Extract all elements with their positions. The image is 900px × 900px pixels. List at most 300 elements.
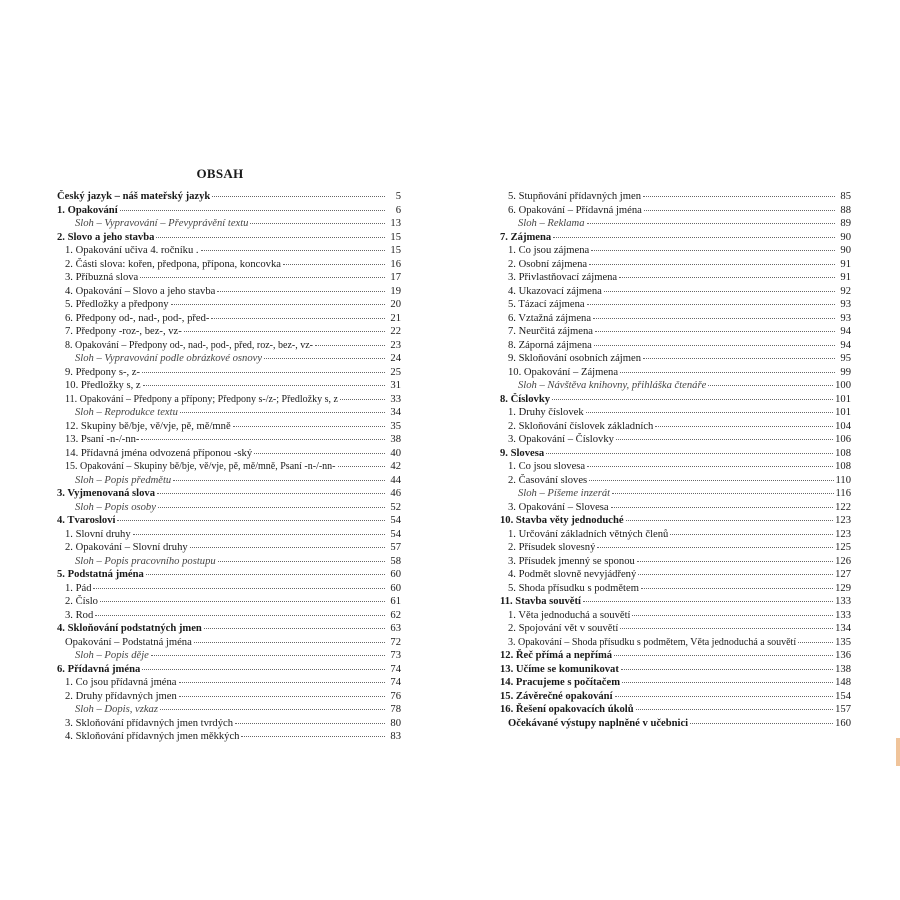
dot-leader [218,560,385,562]
toc-entry [500,393,851,407]
toc-entry [57,676,401,690]
toc-entry-page: 100 [835,380,851,391]
dot-leader [637,560,833,562]
toc-entry-label: 7. Zájmena [500,231,552,243]
toc-entry [57,474,401,488]
dot-leader [140,276,385,278]
dot-leader [595,330,835,332]
dot-leader [611,506,833,508]
toc-entry [500,595,851,609]
toc-entry-page: 129 [835,582,851,594]
toc-entry-label: 1. Určování základních větných členů [508,528,669,540]
toc-entry-label: 11. Opakování – Předpony a přípony; Předpony s-/z-; Předložky s, z [65,393,338,405]
dot-leader [619,276,835,278]
toc-entry-label: Sloh – Píšeme inzerát [518,488,611,499]
toc-entry-label: 14. Přídavná jména odvozená příponou -ský [65,447,253,459]
toc-entry-page: 15 [390,231,401,243]
toc-entry-page: 73 [390,650,401,661]
toc-entry [57,231,401,245]
toc-entry-page: 34 [390,407,401,418]
toc-entry-label: 4. Ukazovací zájmena [508,285,602,297]
toc-entry-label: 3. Rod [65,609,94,621]
toc-entry-label: 6. Vztažná zájmena [508,312,592,324]
toc-entry-page: 35 [390,420,401,432]
toc-entry-page: 17 [390,272,401,283]
toc-entry [57,433,401,447]
dot-leader [587,222,836,224]
dot-leader [798,641,833,643]
toc-entry-label: 6. Předpony od-, nad-, pod-, před- [65,312,210,324]
toc-entry-label: 15. Opakování – Skupiny bě/bje, vě/vje, pě, mě/mně, Psaní -n-/-nn- [65,461,336,472]
toc-entry-page: 74 [390,663,401,675]
dot-leader [620,371,835,373]
dot-leader [201,249,385,251]
toc-entry-page: 40 [390,447,401,459]
toc-entry-page: 93 [840,312,851,324]
dot-leader [158,506,385,508]
toc-entry-label: 14. Pracujeme s počítačem [500,677,621,688]
dot-leader [143,384,385,386]
toc-entry-page: 23 [390,339,401,351]
toc-entry-page: 157 [835,704,851,715]
toc-entry-page: 78 [390,704,401,715]
toc-entry-page: 148 [835,677,851,688]
dot-leader [593,317,835,319]
dot-leader [264,357,385,359]
dot-leader [589,263,835,265]
toc-entry-page: 95 [840,353,851,364]
toc-entry-label: 10. Opakování – Zájmena [508,366,619,378]
toc-right-column [500,190,851,730]
toc-entry-page: 80 [390,717,401,729]
toc-entry [500,622,851,636]
toc-entry-label: 5. Shoda přísudku s podmětem [508,582,639,594]
toc-entry-page: 38 [390,434,401,445]
dot-leader [587,465,833,467]
toc-entry [500,636,851,650]
toc-entry-label: Opakování – Podstatná jména [65,636,192,648]
toc-entry-page: 6 [395,204,401,216]
toc-entry-label: Sloh – Popis pracovního postupu [75,555,216,567]
toc-entry-page: 5 [395,191,401,202]
toc-entry [500,298,851,312]
dot-leader [643,357,835,359]
toc-entry-label: 1. Pád [65,582,92,594]
dot-leader [612,492,833,494]
toc-entry [500,231,851,245]
toc-entry [500,514,851,528]
dot-leader [616,438,833,440]
toc-entry-page: 125 [835,542,851,553]
dot-leader [690,722,833,724]
dot-leader [591,249,835,251]
toc-entry-page: 135 [835,636,851,648]
toc-entry [500,271,851,285]
toc-entry [57,406,401,420]
toc-entry-page: 63 [390,623,401,634]
toc-entry-label: 1. Opakování učiva 4. ročníku . [65,245,199,256]
toc-entry-label: 4. Tvarosloví [57,515,116,526]
toc-entry-label: 1. Věta jednoduchá a souvětí [508,609,631,621]
dot-leader [622,681,833,683]
toc-entry [500,420,851,434]
toc-entry-page: 136 [835,650,851,661]
toc-entry [57,325,401,339]
toc-entry-page: 99 [840,366,851,378]
toc-entry-label: Sloh – Dopis, vzkaz [75,704,158,715]
toc-entry-label: 2. Spojování vět v souvětí [508,623,619,634]
toc-entry-label: 2. Číslo [65,596,98,607]
toc-entry-label: Sloh – Popis děje [75,650,149,661]
toc-entry-label: 4. Opakování – Slovo a jeho stavba [65,285,216,297]
toc-entry-page: 25 [390,366,401,378]
toc-entry-label: 3. Opakování – Číslovky [508,434,614,445]
dot-leader [594,344,835,346]
dot-leader [204,627,385,629]
toc-entry-page: 122 [835,501,851,513]
toc-entry-page: 110 [835,474,851,486]
toc-entry-page: 15 [390,245,401,256]
toc-entry-label: 2. Skloňování číslovek základních [508,420,654,432]
toc-entry-page: 13 [390,218,401,229]
toc-entry [500,663,851,677]
toc-entry-label: 3. Přivlastňovací zájmena [508,272,618,283]
toc-entry [57,636,401,650]
toc-entry-label: 2. Slovo a jeho stavba [57,231,155,243]
toc-entry-page: 123 [835,515,851,526]
dot-leader [117,519,385,521]
toc-entry-page: 90 [840,231,851,243]
toc-entry-page: 101 [835,407,851,418]
toc-entry-label: 3. Opakování – Slovesa [508,501,609,513]
dot-leader [93,587,385,589]
toc-entry-page: 22 [390,326,401,337]
dot-leader [589,479,833,481]
toc-entry-label: 16. Řešení opakovacích úkolů [500,704,634,715]
toc-entry [500,258,851,272]
page-title: OBSAH [196,166,244,181]
toc-entry-label: Sloh – Reklama [518,218,585,229]
toc-entry [500,501,851,515]
toc-entry-page: 134 [835,623,851,634]
toc-entry-label: 7. Předpony -roz-, bez-, vz- [65,326,182,337]
toc-entry [500,190,851,204]
dot-leader [146,573,385,575]
toc-entry-label: 4. Podmět slovně nevyjádřený [508,569,637,580]
dot-leader [644,209,835,211]
toc-entry-label: 1. Co jsou přídavná jména [65,677,177,688]
toc-entry [500,447,851,461]
toc-entry-page: 60 [390,569,401,580]
dot-leader [120,209,385,211]
toc-entry-label: Sloh – Vypravování – Převyprávění textu [75,218,249,229]
toc-entry [57,649,401,663]
toc-entry-page: 61 [390,596,401,607]
toc-entry-label: 3. Opakování – Shoda přísudku s podmětem, Věta jednoduchá a souvětí [508,636,797,648]
dot-leader [614,654,833,656]
dot-leader [552,398,833,400]
toc-entry [500,541,851,555]
toc-entry-label: 15. Závěrečné opakování [500,690,613,702]
toc-entry [57,595,401,609]
toc-entry-label: 13. Učíme se komunikovat [500,663,619,675]
toc-entry [57,217,401,231]
dot-leader [211,317,385,319]
toc-entry [57,447,401,461]
toc-entry [500,460,851,474]
toc-entry-label: 13. Psaní -n-/-nn- [65,434,140,445]
toc-entry-label: 2. Části slova: kořen, předpona, přípona, koncovka [65,258,281,270]
dot-leader [708,384,833,386]
dot-leader [212,195,385,197]
toc-entry-page: 76 [390,690,401,702]
toc-entry [57,204,401,218]
toc-entry [500,379,851,393]
toc-entry [57,703,401,717]
toc-entry-page: 20 [390,299,401,310]
toc-entry-page: 108 [835,447,851,459]
toc-entry-page: 42 [390,461,401,472]
toc-entry-page: 138 [835,663,851,675]
toc-entry [57,487,401,501]
dot-leader [315,344,385,346]
toc-entry [500,487,851,501]
toc-entry [500,244,851,258]
toc-entry [500,717,851,731]
toc-entry [57,366,401,380]
dot-leader [604,290,835,292]
toc-entry-label: 12. Skupiny bě/bje, vě/vje, pě, mě/mně [65,420,231,432]
toc-entry-label: 3. Příbuzná slova [65,272,139,283]
dot-leader [233,425,385,427]
toc-entry-page: 123 [835,528,851,540]
toc-entry [500,406,851,420]
toc-entry [57,555,401,569]
toc-entry-page: 60 [390,582,401,594]
toc-entry-page: 33 [390,393,401,405]
toc-entry [500,325,851,339]
dot-leader [620,627,833,629]
toc-entry [57,285,401,299]
toc-entry-label: 6. Opakování – Přídavná jména [508,204,642,216]
dot-leader [615,695,834,697]
dot-leader [340,398,385,400]
dot-leader [160,708,385,710]
dot-leader [217,290,385,292]
dot-leader [338,465,385,467]
toc-entry-page: 154 [835,690,851,702]
toc-entry-label: 9. Předpony s-, z- [65,366,141,378]
dot-leader [180,411,385,413]
toc-entry [500,690,851,704]
toc-entry-label: 10. Předložky s, z [65,380,141,391]
toc-entry-page: 85 [840,191,851,202]
dot-leader [641,587,833,589]
toc-entry-label: 2. Opakování – Slovní druhy [65,542,188,553]
dot-leader [632,614,833,616]
toc-entry-label: Sloh – Návštěva knihovny, přihláška čtenáře [518,380,707,391]
dot-leader [171,303,385,305]
dot-leader [184,330,385,332]
dot-leader [142,371,385,373]
toc-entry-page: 94 [840,339,851,351]
dot-leader [133,533,385,535]
dot-leader [250,222,385,224]
toc-entry-page: 21 [390,312,401,324]
toc-entry-page: 83 [390,731,401,742]
toc-entry-page: 92 [840,285,851,297]
toc-entry [57,663,401,677]
toc-entry-page: 94 [840,326,851,337]
dot-leader [546,452,833,454]
dot-leader [587,303,835,305]
dot-leader [141,438,385,440]
toc-entry-label: Sloh – Popis předmětu [75,474,172,486]
dot-leader [194,641,385,643]
toc-entry [500,528,851,542]
toc-entry-label: 1. Slovní druhy [65,528,131,540]
dot-leader [142,668,385,670]
toc-entry-page: 90 [840,245,851,256]
toc-entry-label: 10. Stavba věty jednoduché [500,515,624,526]
toc-entry [57,352,401,366]
toc-entry-page: 74 [390,677,401,688]
dot-leader [283,263,385,265]
toc-entry [500,568,851,582]
toc-entry [500,703,851,717]
toc-entry-label: 2. Přísudek slovesný [508,542,596,553]
toc-entry-label: 2. Časování sloves [508,474,588,486]
toc-entry-page: 108 [835,461,851,472]
toc-entry-page: 19 [390,285,401,297]
toc-entry [57,501,401,515]
toc-entry-page: 126 [835,555,851,567]
toc-entry [57,244,401,258]
toc-entry [500,339,851,353]
toc-entry-label: 1. Co jsou zájmena [508,245,590,256]
toc-entry-page: 133 [835,596,851,607]
toc-entry [57,622,401,636]
toc-entry [57,528,401,542]
toc-entry-page: 44 [390,474,401,486]
toc-entry-label: 5. Tázací zájmena [508,299,585,310]
toc-entry-label: 5. Podstatná jména [57,569,144,580]
toc-entry-label: 1. Opakování [57,204,118,216]
page-edge-tab [896,738,900,766]
toc-entry-label: 8. Záporná zájmena [508,339,592,351]
toc-entry-page: 54 [390,515,401,526]
toc-entry [57,460,401,474]
dot-leader [190,546,385,548]
toc-entry-page: 62 [390,609,401,621]
dot-leader [597,546,833,548]
dot-leader [586,411,833,413]
toc-entry [57,568,401,582]
toc-entry [57,609,401,623]
toc-entry-page: 24 [390,353,401,364]
toc-entry [500,433,851,447]
toc-entry [57,717,401,731]
toc-entry-label: 5. Stupňování přídavných jmen [508,191,641,202]
toc-entry-page: 101 [835,393,851,405]
toc-entry [57,339,401,353]
toc-entry-label: Sloh – Reprodukce textu [75,407,178,418]
toc-entry-label: 1. Co jsou slovesa [508,461,586,472]
toc-entry-label: 1. Druhy číslovek [508,407,584,418]
toc-entry [500,285,851,299]
dot-leader [621,668,833,670]
toc-entry-page: 104 [835,420,851,432]
toc-entry-label: 3. Vyjmenovaná slova [57,488,156,499]
toc-entry-label: 9. Skloňování osobních zájmen [508,353,641,364]
dot-leader [156,236,385,238]
toc-entry [57,690,401,704]
toc-entry-label: 7. Neurčitá zájmena [508,326,593,337]
toc-entry [500,217,851,231]
toc-entry-label: 11. Stavba souvětí [500,596,581,607]
toc-entry-label: 12. Řeč přímá a nepřímá [500,650,613,661]
toc-entry-page: 52 [390,501,401,513]
dot-leader [670,533,833,535]
toc-entry [57,298,401,312]
toc-entry-page: 58 [390,555,401,567]
toc-entry-label: 4. Skloňování podstatných jmen [57,623,202,634]
toc-entry [500,312,851,326]
dot-leader [254,452,385,454]
toc-entry [500,609,851,623]
toc-entry-page: 133 [835,609,851,621]
dot-leader [241,735,385,737]
toc-entry [57,190,401,204]
toc-entry-label: 6. Přídavná jména [57,663,141,675]
dot-leader [636,708,833,710]
toc-entry-page: 72 [390,636,401,648]
toc-entry-page: 88 [840,204,851,216]
toc-entry-label: 8. Opakování – Předpony od-, nad-, pod-, před, roz-, bez-, vz- [65,339,313,351]
toc-entry-page: 106 [835,434,851,445]
toc-entry [500,649,851,663]
dot-leader [655,425,833,427]
toc-entry [500,474,851,488]
dot-leader [638,573,833,575]
toc-entry-label: 3. Přísudek jmenný se sponou [508,555,635,567]
toc-entry-page: 89 [840,218,851,229]
toc-entry [500,352,851,366]
dot-leader [179,695,385,697]
toc-entry-page: 127 [835,569,851,580]
dot-leader [626,519,834,521]
toc-entry-page: 116 [835,488,851,499]
toc-entry [500,204,851,218]
toc-entry [57,393,401,407]
dot-leader [100,600,385,602]
toc-entry [500,555,851,569]
toc-entry-page: 160 [835,717,851,729]
toc-entry-label: Sloh – Vypravování podle obrázkové osnovy [75,353,263,364]
dot-leader [179,681,385,683]
toc-entry-page: 46 [390,488,401,499]
toc-entry [500,582,851,596]
toc-entry-page: 54 [390,528,401,540]
toc-entry-label: 3. Skloňování přídavných jmen tvrdých [65,717,233,729]
toc-entry-label: 8. Číslovky [500,393,551,405]
dot-leader [157,492,385,494]
dot-leader [151,654,385,656]
toc-entry-page: 91 [840,258,851,270]
toc-entry [57,420,401,434]
dot-leader [583,600,833,602]
toc-entry-label: 9. Slovesa [500,447,545,459]
